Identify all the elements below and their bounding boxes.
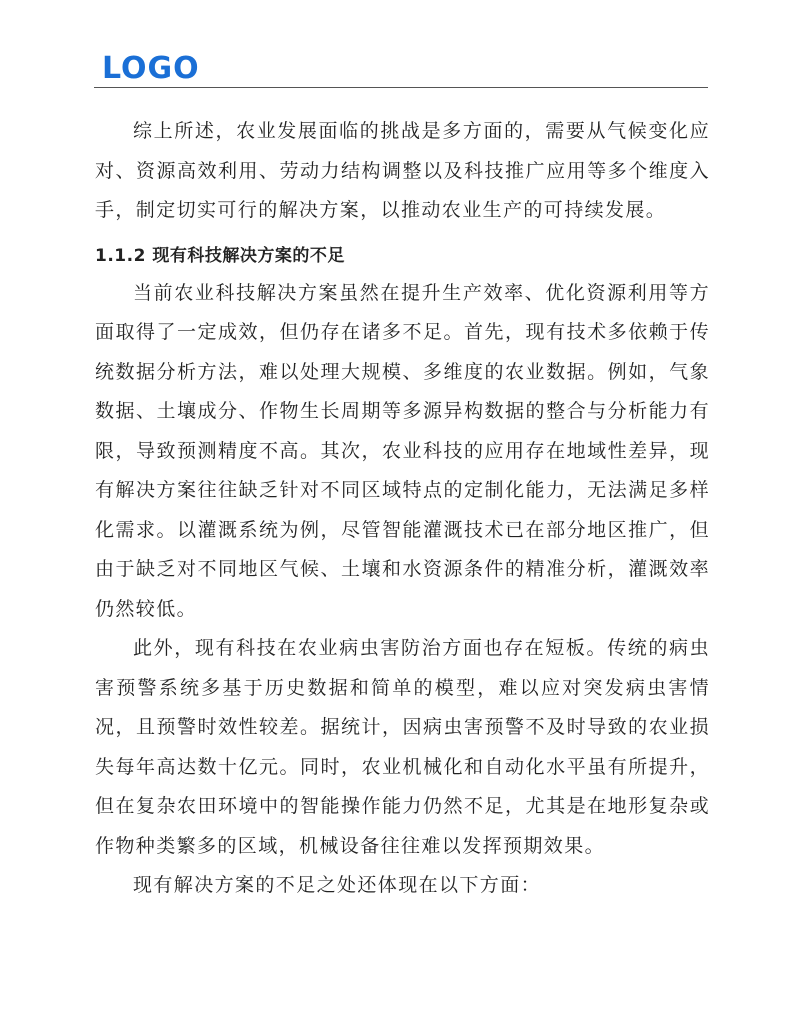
header-divider — [94, 87, 708, 88]
body-paragraph-2: 此外，现有科技在农业病虫害防治方面也存在短板。传统的病虫害预警系统多基于历史数据和简单的模型，难以应对突发病虫害情况，且预警时效性较差。据统计，因病虫害预警不及时导致的农业损失每年高达数十亿元。同时，农业机械化和自动化水平虽有所提升，但在复杂农田环境中的智能操作能力仍然不足，尤其是在地形复杂或作物种类繁多的区域，机械设备往往难以发挥预期效果。 — [95, 637, 710, 857]
section-heading: 1.1.2 现有科技解决方案的不足 — [95, 245, 345, 266]
body-paragraph-3: 现有解决方案的不足之处还体现在以下方面： — [133, 874, 542, 896]
document-body — [95, 112, 710, 906]
intro-paragraph: 综上所述，农业发展面临的挑战是多方面的，需要从气候变化应对、资源高效利用、劳动力结构调整以及科技推广应用等多个维度入手，制定切实可行的解决方案，以推动农业生产的可持续发展。 — [95, 120, 710, 221]
body-paragraph-1: 当前农业科技解决方案虽然在提升生产效率、优化资源利用等方面取得了一定成效，但仍存在诸多不足。首先，现有技术多依赖于传统数据分析方法，难以处理大规模、多维度的农业数据。例如，气象数据、土壤成分、作物生长周期等多源异构数据的整合与分析能力有限，导致预测精度不高。其次，农业科技的应用存在地域性差异，现有解决方案往往缺乏针对不同区域特点的定制化能力，无法满足多样化需求。以灌溉系统为例，尽管智能灌溉技术已在部分地区推广，但由于缺乏对不同地区气候、土壤和水资源条件的精准分析，灌溉效率仍然较低。 — [95, 281, 710, 620]
logo: LOGO — [102, 51, 200, 86]
